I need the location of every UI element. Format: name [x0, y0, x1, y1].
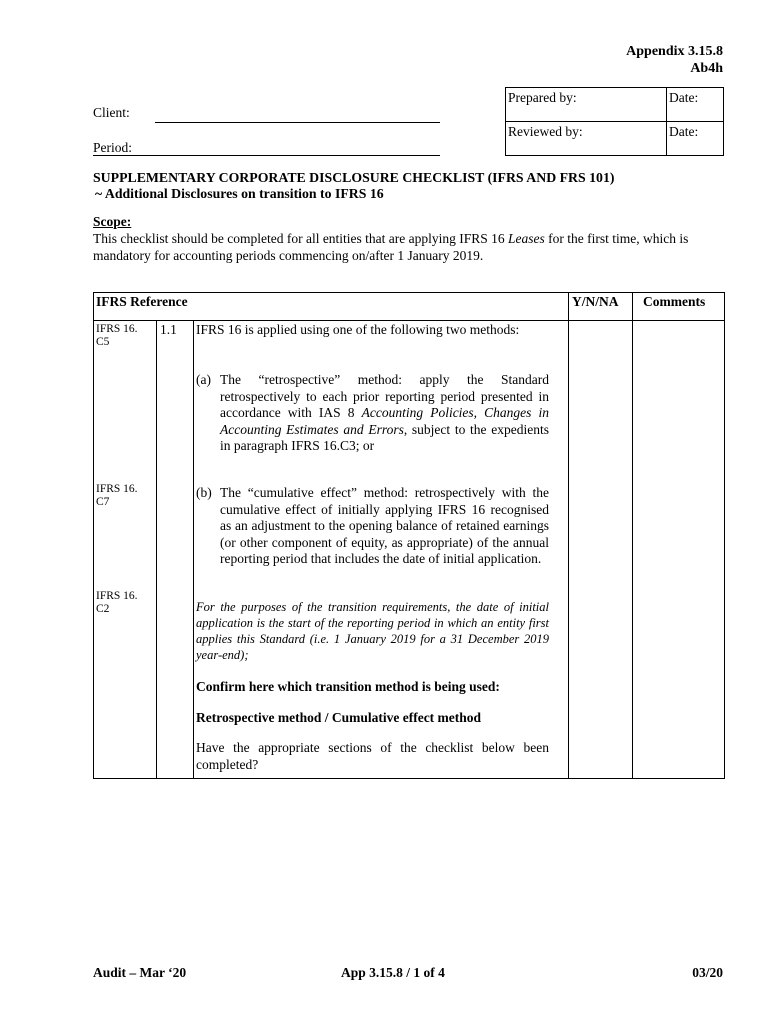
client-label: Client: [93, 105, 130, 120]
header-ifrs-reference: IFRS Reference [96, 294, 188, 309]
method-options: Retrospective method / Cumulative effect method [196, 710, 482, 725]
completion-question: Have the appropriate sections of the checklist below been completed? [196, 740, 549, 772]
period-label: Period: [93, 140, 132, 155]
scope-text [93, 231, 728, 264]
comments-answer-cell[interactable] [633, 321, 724, 778]
signoff-column-divider [666, 88, 667, 155]
header-ynna: Y/N/NA [572, 294, 619, 309]
option-a [196, 372, 549, 455]
checklist-subtitle: ~ Additional Disclosures on transition to IFRS 16 [95, 186, 384, 201]
period-field-line [93, 155, 440, 156]
option-a-text-part1: The “retrospective” method: apply the Standard retrospectively to each prior reporting period presented in accordance with IAS 8 [220, 372, 549, 420]
reference-c5 [96, 323, 138, 349]
option-b-text: The “cumulative effect” method: retrospectively with the cumulative effect of initially applying IFRS 16 recognised as an adjustment to the opening balance of retained earnings (or other component of equity, as appropriate) of the annual reporting period that includes the date of initial application. [220, 485, 549, 566]
reference-c2-line2: C2 [96, 603, 110, 615]
reference-c7-line1: IFRS 16. [96, 483, 138, 495]
column-divider-number [193, 320, 194, 778]
confirm-method-prompt: Confirm here which transition method is being used: [196, 679, 500, 694]
client-field-line [155, 122, 440, 123]
checklist-title: SUPPLEMENTARY CORPORATE DISCLOSURE CHECKLIST (IFRS AND FRS 101) [93, 170, 615, 185]
footer-page-number: App 3.15.8 / 1 of 4 [341, 965, 445, 980]
transition-note: For the purposes of the transition requirements, the date of initial application is the start of the reporting period in which an entity first applies this Standard (i.e. 1 January 2019 for a 31 December 2019 year-end); [196, 600, 549, 662]
header-comments: Comments [643, 294, 706, 309]
reviewed-by-label: Reviewed by: [508, 124, 583, 139]
prepared-date-label: Date: [669, 90, 699, 105]
column-divider-ref [156, 320, 157, 778]
requirement-intro: IFRS 16 is applied using one of the following two methods: [196, 322, 520, 337]
footer-audit-date: Audit – Mar ‘20 [93, 965, 187, 980]
reference-c7-line2: C7 [96, 496, 110, 508]
reference-c5-line1: IFRS 16. [96, 323, 138, 335]
scope-text-part1: This checklist should be completed for all entities that are applying IFRS 16 [93, 231, 509, 246]
option-a-label: (a) [196, 372, 211, 387]
reference-c5-line2: C5 [96, 336, 110, 348]
signoff-row-divider [506, 121, 723, 122]
ynna-answer-cell[interactable] [569, 321, 631, 778]
item-number: 1.1 [160, 322, 177, 337]
option-b [196, 485, 549, 568]
appendix-number: Appendix 3.15.8 [626, 44, 723, 59]
scope-text-leases: Leases [508, 231, 545, 246]
scope-text-part2: for the first time, which is mandatory for accounting periods commencing on/after 1 January 2019. [93, 231, 689, 263]
reference-c7 [96, 483, 138, 509]
option-b-label: (b) [196, 485, 212, 500]
reference-c2 [96, 590, 138, 616]
option-a-text-ias8-title: Accounting Policies, Changes in Accounting Estimates and Errors [220, 405, 550, 437]
scope-heading: Scope: [93, 214, 132, 229]
reference-c2-line1: IFRS 16. [96, 590, 138, 602]
checklist-table [93, 292, 725, 779]
signoff-box [505, 87, 724, 156]
reviewed-date-label: Date: [669, 124, 699, 139]
footer-version: 03/20 [692, 965, 723, 980]
option-a-text-part2: , subject to the expedients in paragraph IFRS 16.C3; or [220, 421, 549, 453]
option-a-text [220, 372, 549, 455]
prepared-by-label: Prepared by: [508, 90, 577, 105]
document-code: Ab4h [690, 61, 723, 76]
